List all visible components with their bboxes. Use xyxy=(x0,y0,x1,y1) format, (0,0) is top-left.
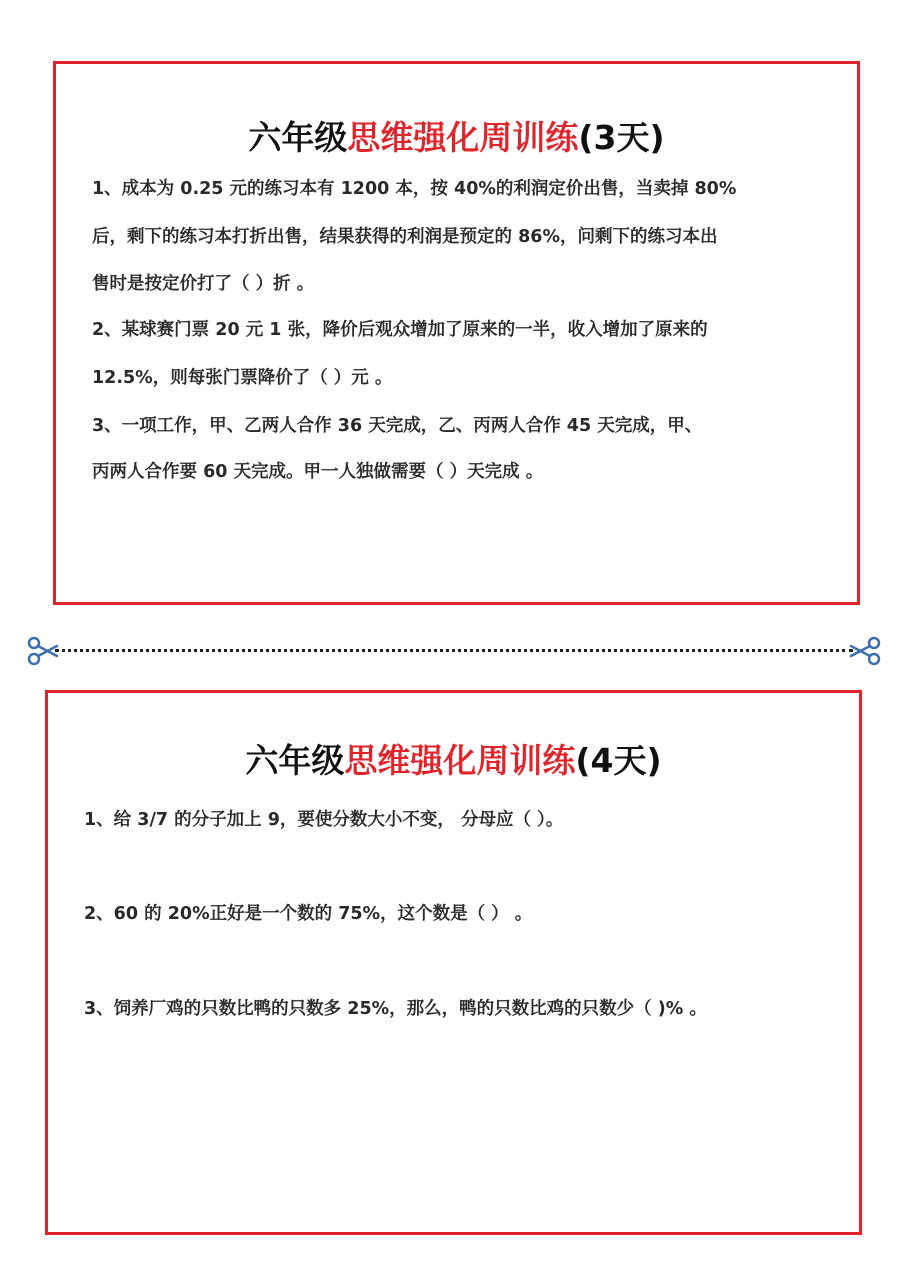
scissors-icon xyxy=(849,634,883,668)
dotted-divider xyxy=(55,649,853,652)
question-line: 1、成本为 0.25 元的练习本有 1200 本，按 40%的利润定价出售，当卖掉 80% xyxy=(92,179,737,199)
question-line: 2、某球赛门票 20 元 1 张，降价后观众增加了原来的一半，收入增加了原来的 xyxy=(92,320,708,340)
question-line: 丙两人合作要 60 天完成。甲一人独做需要（ ）天完成 。 xyxy=(92,462,544,482)
title-suffix: (3天) xyxy=(578,118,665,157)
question-line: 3、饲养厂鸡的只数比鸭的只数多 25%，那么，鸭的只数比鸡的只数少（ )% 。 xyxy=(84,999,707,1019)
question-line: 2、60 的 20%正好是一个数的 75%，这个数是（ ） 。 xyxy=(84,904,533,924)
worksheet-card-day4 xyxy=(45,690,862,1235)
question-line: 售时是按定价打了（ ）折 。 xyxy=(92,274,315,294)
question-line: 1、给 3/7 的分子加上 9，要使分数大小不变， 分母应（ ）。 xyxy=(84,810,564,830)
title-highlight: 思维强化周训练 xyxy=(347,118,579,157)
card-title xyxy=(56,112,857,159)
title-prefix: 六年级 xyxy=(245,741,345,780)
question-line: 后，剩下的练习本打折出售，结果获得的利润是预定的 86%，问剩下的练习本出 xyxy=(92,227,718,247)
title-prefix: 六年级 xyxy=(248,118,348,157)
card-title xyxy=(48,735,859,782)
title-highlight: 思维强化周训练 xyxy=(344,741,576,780)
title-suffix: (4天) xyxy=(575,741,662,780)
cut-line xyxy=(25,634,883,668)
scissors-icon xyxy=(25,634,59,668)
question-line: 12.5%，则每张门票降价了（ ）元 。 xyxy=(92,368,393,388)
worksheet-card-day3 xyxy=(53,61,860,605)
question-line: 3、一项工作，甲、乙两人合作 36 天完成，乙、丙两人合作 45 天完成，甲、 xyxy=(92,416,703,436)
